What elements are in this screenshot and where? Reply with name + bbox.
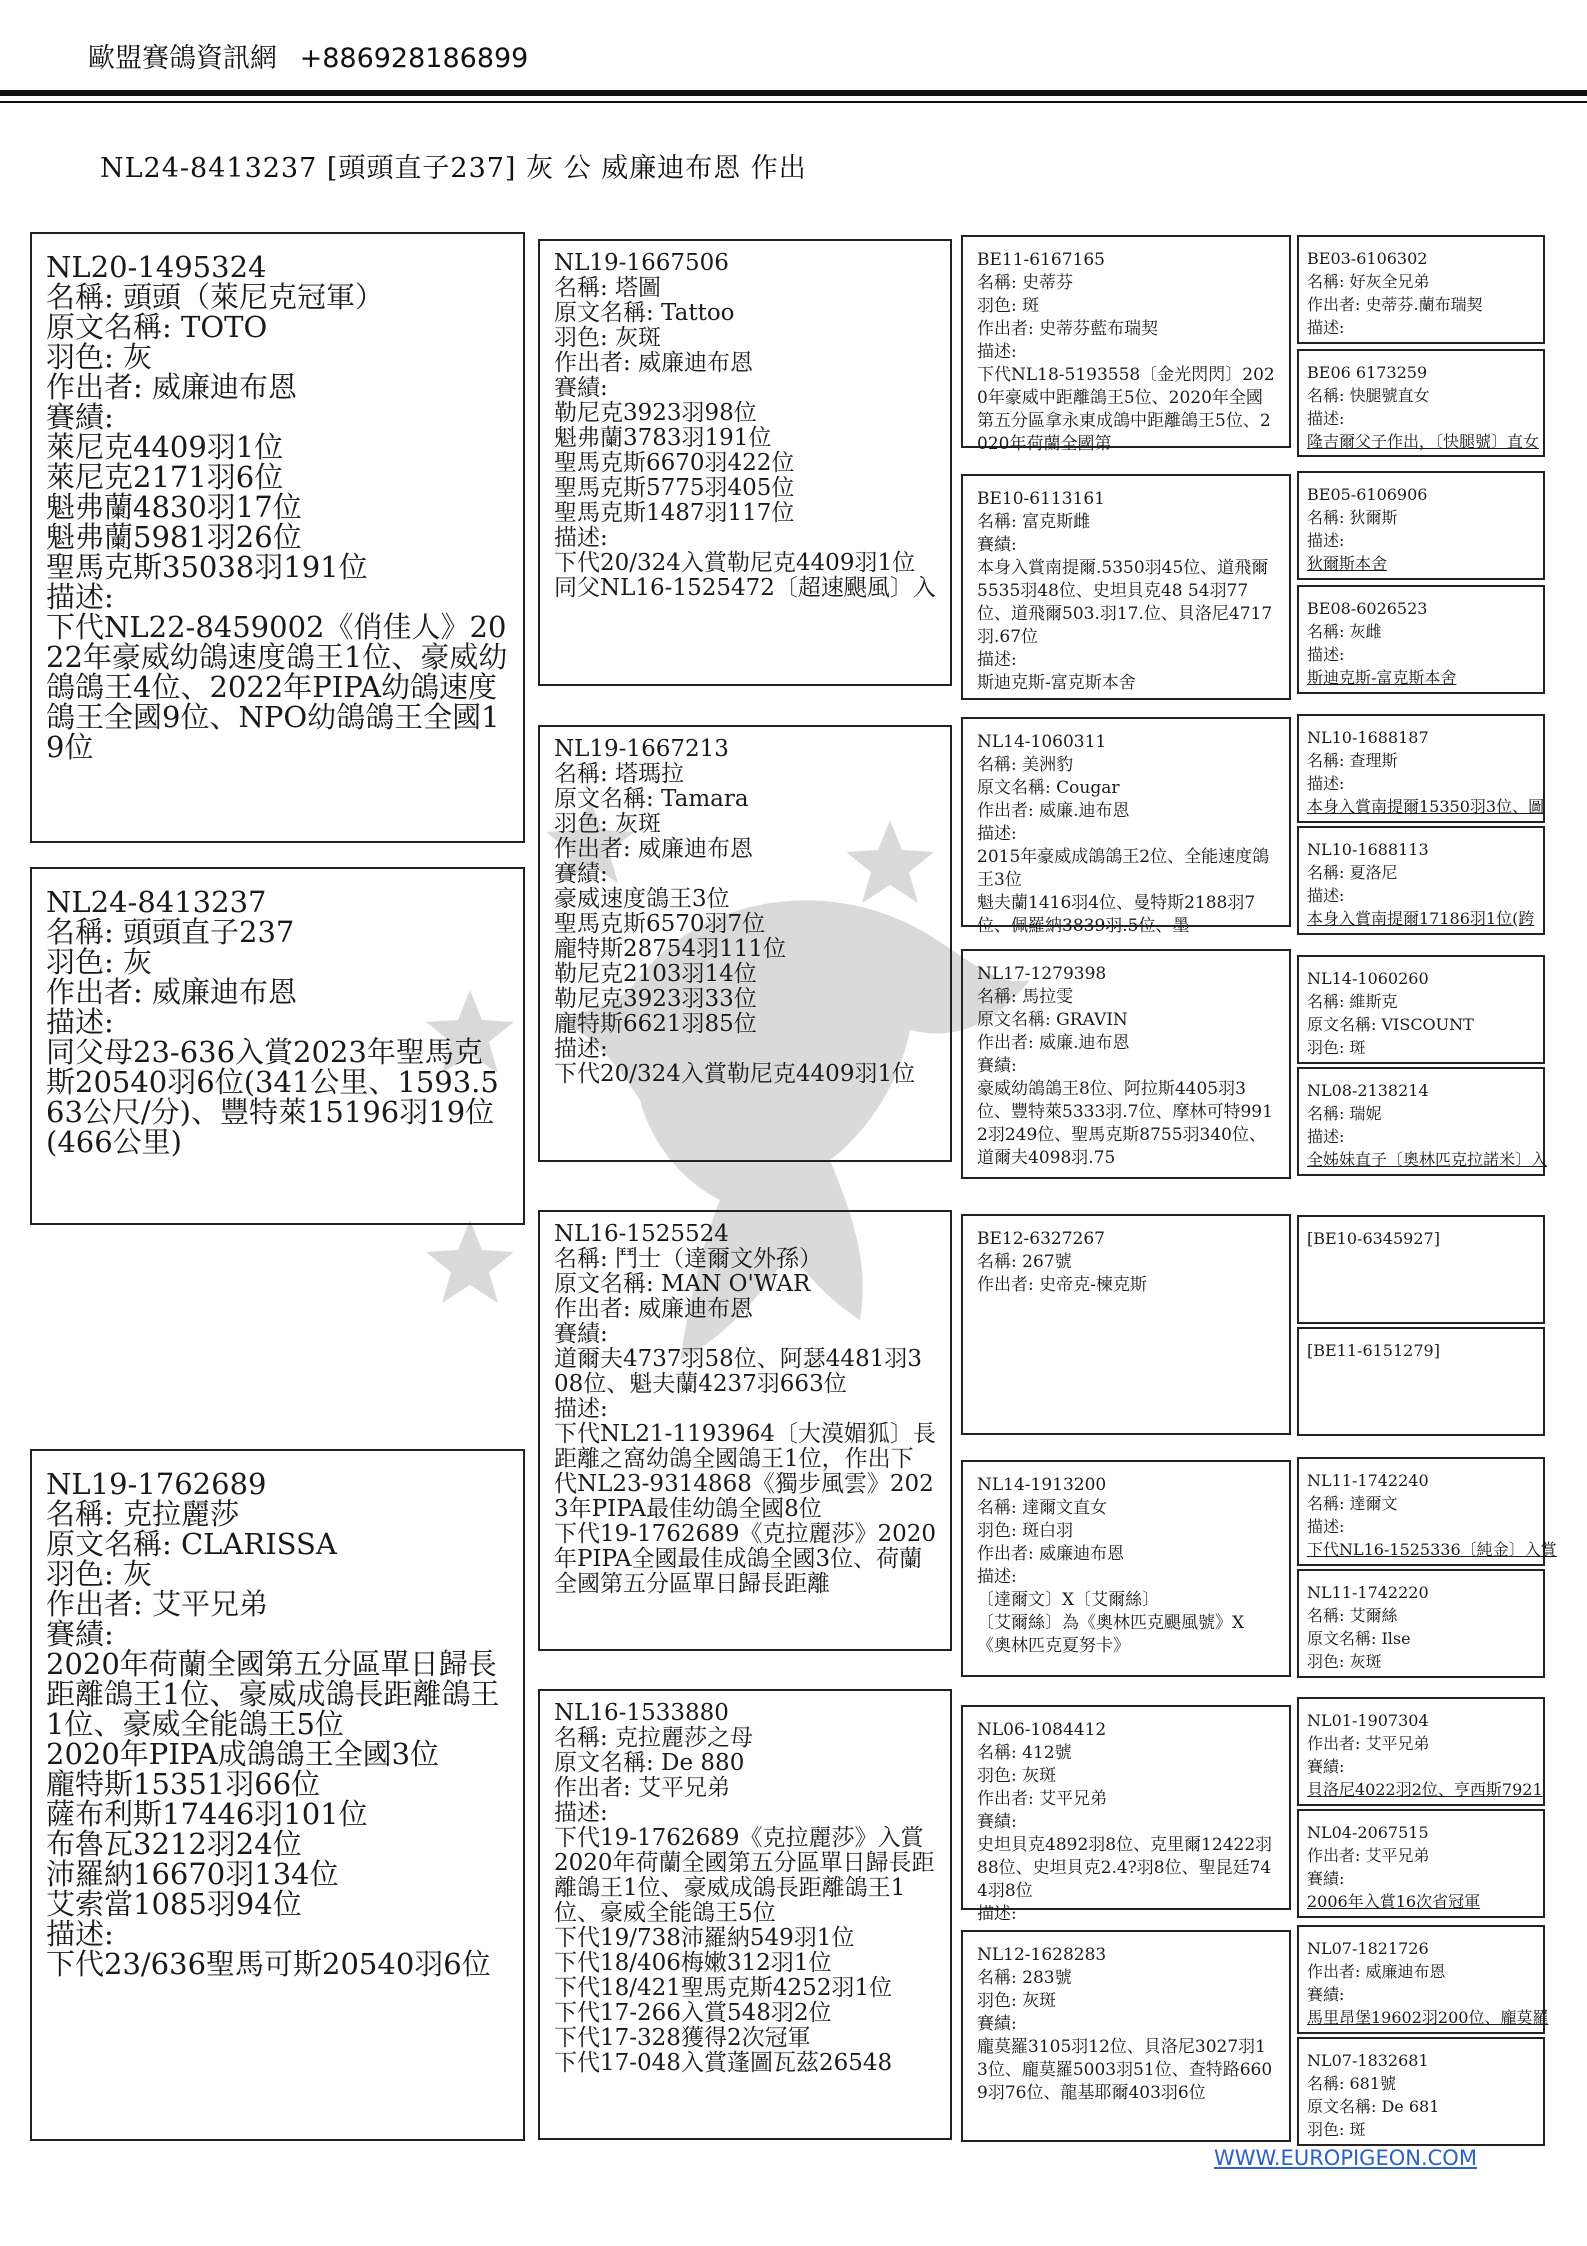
pigeon-name: 名稱: 頭頭直子237 <box>46 915 295 949</box>
ring-number: BE08-6026523 <box>1307 599 1428 618</box>
description: 隆吉爾父子作出，〔快腿號〕直女 <box>1307 432 1540 451</box>
offspring-line: 下代19/738沛羅納549羽1位 <box>554 1925 855 1951</box>
description: 同父母23-636入賞2023年聖馬克斯20540羽6位(341公里、1593.563公尺/分)、豐特萊15196羽19位(466公里) <box>46 1035 499 1159</box>
result-line: 道爾夫4737羽58位、阿瑟4481羽308位、魁夫蘭4237羽663位 <box>554 1346 922 1397</box>
original-name: 原文名稱: Tamara <box>554 786 749 812</box>
results-label: 賽績: <box>554 1321 608 1347</box>
result-line: 布魯瓦3212羽24位 <box>46 1827 302 1861</box>
desc-label: 描述: <box>1307 318 1345 337</box>
results-label: 賽績: <box>977 1812 1017 1832</box>
ring-number: NL08-2138214 <box>1307 1081 1429 1100</box>
offspring-line: 下代17-266入賞548羽2位 <box>554 2000 832 2026</box>
breeder: 作出者: 威廉迪布恩 <box>977 1544 1125 1564</box>
great-grandparent-card-5[interactable] <box>961 1214 1291 1435</box>
ring-number: [BE10-6345927] <box>1307 1229 1440 1248</box>
result-line: 薩布利斯17446羽101位 <box>46 1797 368 1831</box>
offspring-line: 下代17-328獲得2次冠軍 <box>554 2025 811 2051</box>
result-line: 聖馬克斯5775羽405位 <box>554 475 795 501</box>
ancestor-card-15[interactable] <box>1297 1925 1549 2034</box>
ring-number: NL06-1084412 <box>977 1720 1107 1740</box>
ring-number: NL04-2067515 <box>1307 1823 1429 1842</box>
ring-number: NL19-1667213 <box>554 736 729 762</box>
results-label: 賽績: <box>46 1617 114 1651</box>
great-grandparent-card-4[interactable] <box>961 949 1291 1179</box>
description: 斯迪克斯-富克斯本舍 <box>977 673 1136 693</box>
pigeon-name: 名稱: 681號 <box>1307 2074 1397 2093</box>
desc-label: 描述: <box>46 1005 114 1039</box>
pigeon-name: 名稱: 鬥士（達爾文外孫） <box>554 1246 823 1272</box>
original-name: 原文名稱: MAN O'WAR <box>554 1271 811 1297</box>
results-label: 賽績: <box>977 535 1017 555</box>
desc-label: 描述: <box>1307 645 1345 664</box>
result-line: 龐特斯15351羽66位 <box>46 1767 321 1801</box>
ancestor-card-10[interactable] <box>1297 1327 1545 1436</box>
ring-number: NL17-1279398 <box>977 964 1107 984</box>
ring-number: NL16-1525524 <box>554 1221 729 1247</box>
result-line: 聖馬克斯1487羽117位 <box>554 500 795 526</box>
offspring-line: 下代17-048入賞蓬圖瓦茲26548 <box>554 2050 893 2076</box>
ring-number: NL11-1742240 <box>1307 1471 1429 1490</box>
pigeon-name: 名稱: 克拉麗莎之母 <box>554 1725 754 1751</box>
ring-number: BE11-6167165 <box>977 250 1105 270</box>
desc-label: 描述: <box>554 1036 608 1062</box>
desc-label: 描述: <box>1307 409 1345 428</box>
ring-number: BE05-6106906 <box>1307 485 1428 504</box>
ring-number: NL14-1913200 <box>977 1475 1107 1495</box>
plumage-color: 羽色: 灰 <box>46 1557 152 1591</box>
pigeon-name: 名稱: 灰雌 <box>1307 622 1382 641</box>
ring-number: NL12-1628283 <box>977 1945 1107 1965</box>
pigeon-name: 名稱: 塔圖 <box>554 275 662 301</box>
pigeon-name: 名稱: 艾爾絲 <box>1307 1606 1398 1625</box>
original-name: 原文名稱: VISCOUNT <box>1307 1015 1474 1034</box>
result-line: 2006年入賞16次省冠軍 <box>1307 1892 1481 1911</box>
pigeon-name: 名稱: 頭頭（萊尼克冠軍） <box>46 280 384 314</box>
desc-label: 描述: <box>1307 1127 1345 1146</box>
pigeon-name: 名稱: 夏洛尼 <box>1307 863 1398 882</box>
ancestor-card-12[interactable] <box>1297 1569 1545 1678</box>
description: 本身入賞南提爾15350羽3位、圖 <box>1307 797 1545 816</box>
desc-label: 描述: <box>977 824 1017 844</box>
results-label: 賽績: <box>1307 1869 1345 1888</box>
breeder: 作出者: 威廉迪布恩 <box>46 975 297 1009</box>
grandparent-card-1[interactable] <box>538 239 952 686</box>
ancestor-card-1[interactable] <box>1297 235 1545 344</box>
result-line: 2020年荷蘭全國第五分區單日歸長距離鴿王1位、豪威成鴿長距離鴿王1位、豪威全能鴿王5位 <box>46 1647 500 1741</box>
pigeon-name: 名稱: 412號 <box>977 1743 1072 1763</box>
original-name: 原文名稱: Tattoo <box>554 300 735 326</box>
pigeon-name: 名稱: 267號 <box>977 1252 1072 1272</box>
ring-number: NL16-1533880 <box>554 1700 729 1726</box>
description-extra: 下代19-1762689《克拉麗莎》2020年PIPA全國最佳成鴿全國3位、荷蘭全國第五分區單日歸長距離 <box>554 1521 937 1597</box>
result-line: 龐莫羅3105羽12位、貝洛尼3027羽13位、龐莫羅5003羽51位、查特路6609羽76位、龍基耶爾403羽6位 <box>977 2037 1273 2103</box>
description: 下代NL16-1525336〔純金〕入賞 <box>1307 1540 1557 1559</box>
ancestor-card-14[interactable] <box>1297 1809 1545 1918</box>
desc-label: 描述: <box>554 1800 608 1826</box>
desc-label: 描述: <box>1307 774 1345 793</box>
description: 下代20/324入賞勒尼克4409羽1位 <box>554 1061 916 1087</box>
great-grandparent-card-6[interactable] <box>961 1460 1291 1677</box>
original-name: 原文名稱: De 681 <box>1307 2097 1440 2116</box>
ring-number: NL11-1742220 <box>1307 1583 1429 1602</box>
plumage-color: 羽色: 灰 <box>46 340 152 374</box>
great-grandparent-card-7[interactable] <box>961 1705 1291 1924</box>
result-line: 勒尼克3923羽33位 <box>554 986 757 1012</box>
pigeon-name: 名稱: 富克斯雌 <box>977 512 1091 532</box>
description: 下代19-1762689《克拉麗莎》入賞2020年荷蘭全國第五分區單日歸長距離鴿王1位、豪威成鴿長距離鴿王1位、豪威全能鴿王5位 <box>554 1825 935 1926</box>
breeder: 作出者: 威廉.迪布恩 <box>977 1033 1130 1053</box>
result-line: 萊尼克4409羽1位 <box>46 430 284 464</box>
ring-number: NL19-1667506 <box>554 250 729 276</box>
subject-card[interactable] <box>30 867 525 1225</box>
offspring-line: 下代18/406梅嫩312羽1位 <box>554 1950 832 1976</box>
description: 〔達爾文〕X〔艾爾絲〕 <box>977 1590 1160 1610</box>
description: 下代NL21-1193964〔大漠媚狐〕長距離之窩幼鴿全國鴿王1位，作出下代NL23-9314868《獨步風雲》2023年PIPA最佳幼鴿全國8位 <box>554 1421 936 1522</box>
grandparent-card-2[interactable] <box>538 725 952 1162</box>
header-rule-thick <box>0 90 1587 96</box>
plumage-color: 羽色: 灰斑 <box>1307 1652 1382 1671</box>
great-grandparent-card-8[interactable] <box>961 1930 1291 2142</box>
pigeon-name: 名稱: 史蒂芬 <box>977 273 1074 293</box>
result-line: 沛羅納16670羽134位 <box>46 1857 339 1891</box>
pigeon-name: 名稱: 狄爾斯 <box>1307 508 1398 527</box>
result-line: 艾索當1085羽94位 <box>46 1887 302 1921</box>
ring-number: NL01-1907304 <box>1307 1711 1429 1730</box>
results-label: 賽績: <box>1307 1985 1345 2004</box>
site-name: 歐盟賽鴿資訊網 <box>88 43 277 74</box>
sire-card[interactable] <box>30 232 525 843</box>
breeder: 作出者: 艾平兄弟 <box>46 1587 268 1621</box>
breeder: 作出者: 艾平兄弟 <box>977 1789 1108 1809</box>
description: 下代NL22-8459002《俏佳人》2022年豪威幼鴿速度鴿王1位、豪威幼鴿鴿王4位、2022年PIPA幼鴿速度鴿王全國9位、NPO幼鴿鴿王全國19位 <box>46 610 508 764</box>
ancestor-card-2[interactable] <box>1297 349 1545 457</box>
pigeon-name: 名稱: 查理斯 <box>1307 751 1398 770</box>
ancestor-card-8[interactable] <box>1297 1067 1548 1176</box>
great-grandparent-card-1[interactable] <box>961 235 1291 454</box>
result-line: 馬里昂堡19602羽200位、龐莫羅 <box>1307 2008 1549 2027</box>
dam-card[interactable] <box>30 1449 525 2141</box>
description-extra: 魁夫蘭1416羽4位、曼特斯2188羽7位、佩羅納3839羽.5位、墨 <box>977 893 1256 936</box>
ring-number: NL14-1060260 <box>1307 969 1429 988</box>
offspring-line: 下代18/421聖馬克斯4252羽1位 <box>554 1975 893 2001</box>
ring-number: NL24-8413237 <box>46 885 267 919</box>
ring-number: NL07-1832681 <box>1307 2051 1429 2070</box>
result-line: 聖馬克斯6570羽7位 <box>554 911 766 937</box>
breeder: 作出者: 威廉迪布恩 <box>46 370 297 404</box>
plumage-color: 羽色: 灰斑 <box>977 1991 1057 2011</box>
result-line: 聖馬克斯6670羽422位 <box>554 450 795 476</box>
results-label: 賽績: <box>554 375 608 401</box>
desc-label: 描述: <box>554 525 608 551</box>
ancestor-card-3[interactable] <box>1297 471 1545 580</box>
ancestor-card-5[interactable] <box>1297 714 1545 823</box>
pigeon-name: 名稱: 克拉麗莎 <box>46 1497 239 1531</box>
result-line: 史坦貝克4892羽8位、克里爾12422羽88位、史坦貝克2.4?羽8位、聖昆廷744羽8位 <box>977 1835 1273 1901</box>
ring-number: NL20-1495324 <box>46 250 267 284</box>
ring-number: NL07-1821726 <box>1307 1939 1429 1958</box>
header-rule-thin <box>0 101 1587 103</box>
result-line: 豪威速度鴿王3位 <box>554 886 730 912</box>
ring-number: NL10-1688187 <box>1307 728 1429 747</box>
pigeon-name: 名稱: 美洲豹 <box>977 755 1074 775</box>
desc-label: 描述: <box>554 1396 608 1422</box>
breeder: 作出者: 史帝克-楝克斯 <box>977 1275 1147 1295</box>
description: 本身入賞南提爾17186羽1位(跨 <box>1307 909 1535 928</box>
breeder: 作出者: 威廉迪布恩 <box>554 350 754 376</box>
result-line: 萊尼克2171羽6位 <box>46 460 284 494</box>
original-name: 原文名稱: CLARISSA <box>46 1527 337 1561</box>
ancestor-card-9[interactable] <box>1297 1215 1545 1324</box>
plumage-color: 羽色: 斑 <box>1307 2120 1366 2139</box>
result-line: 2020年PIPA成鴿鴿王全國3位 <box>46 1737 440 1771</box>
description: 下代20/324入賞勒尼克4409羽1位 <box>554 550 916 576</box>
results-label: 賽績: <box>977 1056 1017 1076</box>
ancestor-card-11[interactable] <box>1297 1457 1557 1566</box>
pigeon-name: 名稱: 維斯克 <box>1307 992 1398 1011</box>
breeder: 作出者: 艾平兄弟 <box>1307 1846 1430 1865</box>
result-line: 勒尼克2103羽14位 <box>554 961 757 987</box>
great-grandparent-card-2[interactable] <box>961 474 1291 700</box>
description: 2015年豪威成鴿鴿王2位、全能速度鴿王3位 <box>977 847 1270 890</box>
pigeon-name: 名稱: 快腿號直女 <box>1307 386 1430 405</box>
pigeon-name: 名稱: 達爾文直女 <box>977 1498 1108 1518</box>
description: 全姊妹直子〔奧林匹克拉諾米〕入 <box>1307 1150 1548 1169</box>
desc-label: 描述: <box>46 580 114 614</box>
result-line: 魁弗蘭5981羽26位 <box>46 520 302 554</box>
result-line: 豪威幼鴿鴿王8位、阿拉斯4405羽3位、豐特萊5333羽.7位、摩林可特9912羽249位、聖馬克斯8755羽340位、道爾夫4098羽.75 <box>977 1079 1273 1168</box>
result-line: 勒尼克3923羽98位 <box>554 400 757 426</box>
desc-label: 描述: <box>46 1917 114 1951</box>
results-label: 賽績: <box>977 2014 1017 2034</box>
description-extra: 同父NL16-1525472〔超速颶風〕入 <box>554 575 936 601</box>
page-title: NL24-8413237 [頭頭直子237] 灰 公 威廉迪布恩 作出 <box>100 153 807 184</box>
plumage-color: 羽色: 灰斑 <box>554 325 662 351</box>
results-label: 賽績: <box>46 400 114 434</box>
plumage-color: 羽色: 灰斑 <box>554 811 662 837</box>
original-name: 原文名稱: Cougar <box>977 778 1120 798</box>
desc-label: 描述: <box>1307 531 1345 550</box>
breeder: 作出者: 威廉迪布恩 <box>554 836 754 862</box>
plumage-color: 羽色: 灰 <box>46 945 152 979</box>
ring-number: BE12-6327267 <box>977 1229 1105 1249</box>
original-name: 原文名稱: TOTO <box>46 310 268 344</box>
pigeon-name: 名稱: 馬拉雯 <box>977 987 1074 1007</box>
breeder: 作出者: 艾平兄弟 <box>1307 1734 1430 1753</box>
ancestor-card-13[interactable] <box>1297 1697 1545 1806</box>
desc-label: 描述: <box>977 1567 1017 1587</box>
desc-label: 描述: <box>1307 886 1345 905</box>
ring-number: NL10-1688113 <box>1307 840 1429 859</box>
desc-label: 描述: <box>977 1904 1017 1924</box>
plumage-color: 羽色: 斑白羽 <box>977 1521 1074 1541</box>
star-icon <box>426 1220 514 1303</box>
ancestor-card-16[interactable] <box>1297 2037 1545 2146</box>
pigeon-name: 名稱: 瑞妮 <box>1307 1104 1382 1123</box>
plumage-color: 羽色: 斑 <box>977 296 1040 316</box>
result-line: 聖馬克斯35038羽191位 <box>46 550 368 584</box>
results-label: 賽績: <box>554 861 608 887</box>
original-name: 原文名稱: Ilse <box>1307 1629 1411 1648</box>
desc-label: 描述: <box>1307 1517 1345 1536</box>
plumage-color: 羽色: 斑 <box>1307 1038 1366 1057</box>
ring-number: BE03-6106302 <box>1307 249 1428 268</box>
breeder: 作出者: 威廉.迪布恩 <box>977 801 1130 821</box>
description-extra: 〔艾爾絲〕為《奧林匹克颶風號》X《奧林匹克夏努卡》 <box>977 1613 1245 1656</box>
ancestor-card-7[interactable] <box>1297 955 1545 1064</box>
ring-number: [BE11-6151279] <box>1307 1341 1440 1360</box>
plumage-color: 羽色: 灰斑 <box>977 1766 1057 1786</box>
results-label: 賽績: <box>1307 1757 1345 1776</box>
breeder: 作出者: 史蒂芬藍布瑞契 <box>977 319 1159 339</box>
breeder: 作出者: 威廉迪布恩 <box>1307 1962 1446 1981</box>
pigeon-name: 名稱: 達爾文 <box>1307 1494 1398 1513</box>
ancestor-card-4[interactable] <box>1297 585 1545 694</box>
description: 狄爾斯本舍 <box>1307 554 1388 573</box>
description: 下代23/636聖馬可斯20540羽6位 <box>46 1947 491 1981</box>
result-line: 本身入賞南提爾.5350羽45位、道飛爾5535羽48位、史坦貝克48 54羽77位、道飛爾503.羽17.位、貝洛尼4717羽.67位 <box>977 558 1273 647</box>
pigeon-name: 名稱: 好灰全兄弟 <box>1307 272 1430 291</box>
result-line: 魁弗蘭3783羽191位 <box>554 425 772 451</box>
ring-number: NL14-1060311 <box>977 732 1107 752</box>
site-phone: +886928186899 <box>299 43 529 74</box>
pigeon-name: 名稱: 283號 <box>977 1968 1072 1988</box>
ring-number: BE10-6113161 <box>977 489 1105 509</box>
original-name: 原文名稱: GRAVIN <box>977 1010 1128 1030</box>
description: 斯迪克斯-富克斯本舍 <box>1307 668 1457 687</box>
site-header <box>88 36 528 75</box>
grandparent-card-3[interactable] <box>538 1210 952 1651</box>
great-grandparent-card-3[interactable] <box>961 717 1291 936</box>
grandparent-card-4[interactable] <box>538 1689 952 2140</box>
description: 下代NL18-5193558〔金光閃閃〕2020年豪威中距離鴿王5位、2020年全國第五分區拿永東成鴿中距離鴿王5位、2020年荷蘭全國第 <box>977 365 1275 454</box>
ancestor-card-6[interactable] <box>1297 826 1545 935</box>
result-line: 龐特斯28754羽111位 <box>554 936 787 962</box>
result-line: 貝洛尼4022羽2位、亨西斯7921 <box>1307 1780 1543 1799</box>
breeder: 作出者: 威廉迪布恩 <box>554 1296 754 1322</box>
desc-label: 描述: <box>977 342 1017 362</box>
ring-number: NL19-1762689 <box>46 1467 267 1501</box>
breeder: 作出者: 艾平兄弟 <box>554 1775 731 1801</box>
original-name: 原文名稱: De 880 <box>554 1750 745 1776</box>
ring-number: BE06 6173259 <box>1307 363 1428 382</box>
breeder: 作出者: 史蒂芬.蘭布瑞契 <box>1307 295 1483 314</box>
result-line: 龐特斯6621羽85位 <box>554 1011 757 1037</box>
footer-website-link[interactable]: WWW.EUROPIGEON.COM <box>1214 2146 1477 2170</box>
desc-label: 描述: <box>977 650 1017 670</box>
result-line: 魁弗蘭4830羽17位 <box>46 490 302 524</box>
pigeon-name: 名稱: 塔瑪拉 <box>554 761 685 787</box>
